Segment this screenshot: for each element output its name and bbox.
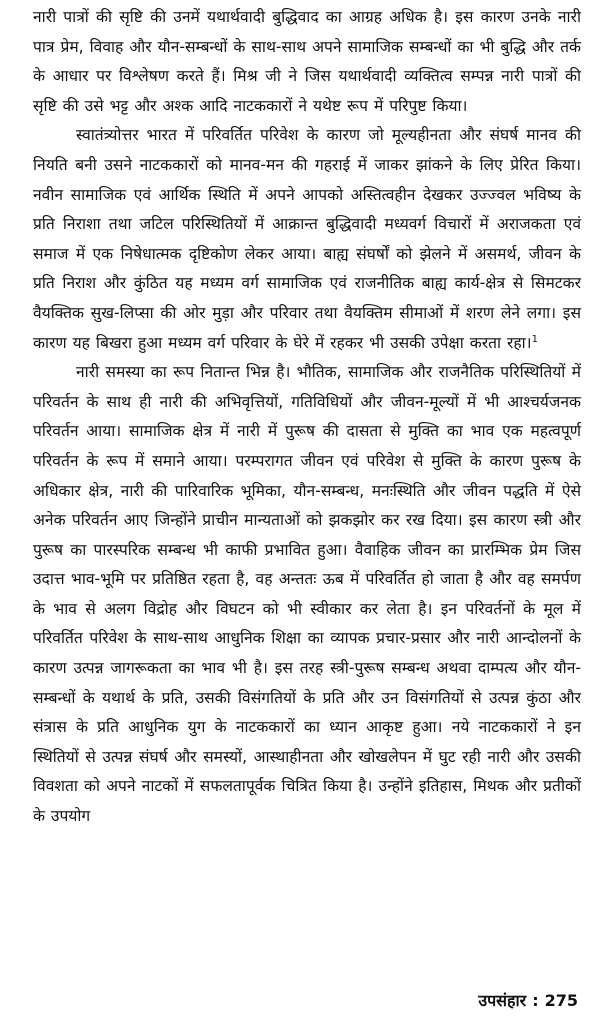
paragraph-women-problem: [33, 358, 581, 832]
page-body: [33, 3, 581, 832]
page-footer: [478, 989, 578, 1011]
paragraph-text: नारी समस्या का रूप नितान्त भिन्न है। भौतिक, सामाजिक और राजनैतिक परिस्थितियों में परिवर्तन के साथ ही नारी की अभिवृत्तियों, गतिविधियों और जीवन-मूल्यों में भी आश्चर्यजनक परिवर्तन आया। सामाजिक क्षेत्र में नारी में पुरूष की दासता से मुक्ति का भाव एक महत्वपूर्ण परिवर्तन के रूप में समाने आया। परम्परागत जीवन एवं परिवेश से मुक्ति के कारण पुरूष के अधिकार क्षेत्र, नारी की पारिवारिक भूमिका, यौन-सम्बन्ध, मनःस्थिति और जीवन पद्धति में ऐसे अनेक परिवर्तन आए जिन्होंने प्राचीन मान्यताओं को झकझोर कर रख दिया। इस कारण स्त्री और पुरूष का पारस्परिक सम्बन्ध भी काफी प्रभावित हुआ। वैवाहिक जीवन का प्रारम्भिक प्रेम जिस उदात्त भाव-भूमि पर प्रतिष्ठित रहता है, वह अन्ततः ऊब में परिवर्तित हो जाता है और वह समर्पण के भाव से अलग विद्रोह और विघटन को भी स्वीकार कर लेता है। इन परिवर्तनों के मूल में परिवर्तित परिवेश के साथ-साथ आधुनिक शिक्षा का व्यापक प्रचार-प्रसार और नारी आन्दोलनों के कारण उत्पन्न जागरूकता का भाव भी है। इस तरह स्त्री-पुरूष सम्बन्ध अथवा दाम्पत्य और यौन-सम्बन्धों के यथार्थ के प्रति, उसकी विसंगतियों के प्रति और उन विसंगतियों से उत्पन्न कुंठा और संत्रास के प्रति आधुनिक युग के नाटककारों का ध्यान आकृष्ट हुआ। नये नाटककारों ने इन स्थितियों से उत्पन्न संघर्ष और समस्यों, आस्थाहीनता और खोखलेपन में घुट रही नारी और उसकी विवशता को अपने नाटकों में सफलतापूर्वक चित्रित किया है। उन्होंने इतिहास, मिथक और प्रतीकों के उपयोग: [33, 363, 581, 826]
chapter-name: उपसंहार: [478, 991, 527, 1010]
page-number: 275: [544, 991, 578, 1010]
paragraph-text: स्वातंत्र्योत्तर भारत में परिवर्तित परिवेश के कारण जो मूल्यहीनता और संघर्ष मानव की नियति बनी उसने नाटककारों को मानव-मन की गहराई में जाकर झांकने के लिए प्रेरित किया। नवीन सामाजिक एवं आर्थिक स्थिति में अपने आपको अस्तित्वहीन देखकर उज्ज्वल भविष्य के प्रति निराशा तथा जटिल परिस्थितियों में आक्रान्त बुद्धिवादी मध्यवर्ग विचारों में अराजकता एवं समाज में एक निषेधात्मक दृष्टिकोण लेकर आया। बाह्य संघर्षों को झेलने में असमर्थ, जीवन के प्रति निराश और कुंठित यह मध्यम वर्ग सामाजिक एवं राजनीतिक बाह्य कार्य-क्षेत्र से सिमटकर वैयक्तिक सुख-लिप्सा की ओर मुड़ा और परिवार तथा वैयक्तिम सीमाओं में शरण लेने लगा। इस कारण यह बिखरा हुआ मध्यम वर्ग परिवार के घेरे में रहकर भी उसकी उपेक्षा करता रहा।: [33, 126, 581, 352]
footnote-marker: 1: [531, 333, 538, 345]
footer-separator: :: [532, 991, 539, 1010]
paragraph-post-independence: [33, 121, 581, 358]
paragraph-text: नारी पात्रों की सृष्टि की उनमें यथार्थवादी बुद्धिवाद का आग्रह अधिक है। इस कारण उनके नारी पात्र प्रेम, विवाह और यौन-सम्बन्धों के साथ-साथ अपने सामाजिक सम्बन्धों का भी बुद्धि और तर्क के आधार पर विश्लेषण करते हैं। मिश्र जी ने जिस यथार्थवादी व्यक्तित्व सम्पन्न नारी पात्रों की सृष्टि की उसे भट्ट और अश्क आदि नाटककारों ने यथेष्ट रूप में परिपुष्ट किया।: [33, 8, 581, 115]
paragraph-continuation: [33, 3, 581, 121]
